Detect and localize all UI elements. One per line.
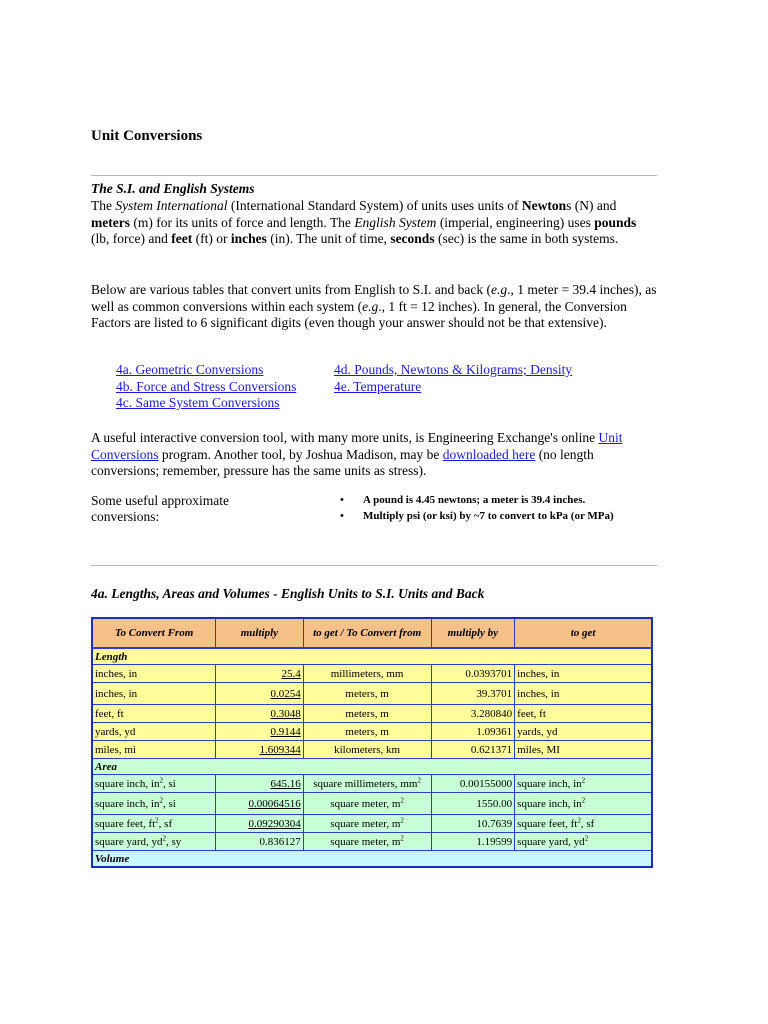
italic-text: System International <box>115 198 228 213</box>
mid-unit-cell <box>303 683 431 705</box>
group-label: Area <box>92 759 652 775</box>
superscript: 2 <box>159 795 163 804</box>
table-row <box>92 815 652 833</box>
column-header: multiply <box>216 618 304 648</box>
mid-unit-cell <box>303 815 431 833</box>
paragraph-tools <box>91 430 657 480</box>
section-link[interactable]: 4e. Temperature <box>334 378 422 394</box>
bold-text: Newton <box>521 198 567 213</box>
cell-text: square inch, in <box>95 797 160 810</box>
table-row <box>92 683 652 705</box>
cell-text: millimeters, mm <box>330 667 404 680</box>
multiply-value: 25.4 <box>281 667 301 680</box>
to-unit-cell <box>515 705 652 723</box>
multiply-by-cell: 1.19599 <box>431 833 515 851</box>
cell-text: square feet, ft <box>95 817 156 830</box>
table-row <box>92 665 652 683</box>
cell-text: inches, in <box>95 687 138 700</box>
italic-text: e.g <box>362 298 379 314</box>
multiply-cell <box>216 665 304 683</box>
multiply-cell <box>216 793 304 815</box>
mid-unit-cell <box>303 833 431 851</box>
mid-unit-cell <box>303 705 431 723</box>
links-column-1 <box>116 362 296 412</box>
cell-text: square meter, m <box>330 835 401 848</box>
cell-text: meters, m <box>345 707 389 720</box>
cell-text: kilometers, km <box>334 743 401 756</box>
multiply-by-cell: 0.0393701 <box>431 665 515 683</box>
from-unit-cell <box>92 833 216 851</box>
cell-text: miles, mi <box>95 743 136 756</box>
cell-text: square inch, in <box>517 797 582 810</box>
multiply-value: 1.609344 <box>259 743 301 756</box>
multiply-cell <box>216 775 304 793</box>
multiply-by-cell: 39.3701 <box>431 683 515 705</box>
multiply-cell <box>216 815 304 833</box>
superscript: 2 <box>581 795 586 804</box>
cell-text: feet, ft <box>517 707 546 720</box>
to-unit-cell <box>515 775 652 793</box>
text: program. Another tool, by Joshua Madison, may be <box>158 446 443 462</box>
bullet-text: A pound is 4.45 newtons; a meter is 39.4 inches. <box>363 494 586 506</box>
approx-bullet-list <box>340 494 640 526</box>
bold-text: inches <box>230 231 267 246</box>
multiply-cell <box>216 833 304 851</box>
section-link[interactable]: 4d. Pounds, Newtons & Kilograms; Density <box>334 362 573 377</box>
superscript: 2 <box>400 795 404 804</box>
table-header-row <box>92 618 652 648</box>
text: The <box>91 198 116 213</box>
mid-unit-cell <box>303 723 431 741</box>
from-unit-cell <box>92 705 216 723</box>
mid-unit-cell <box>303 775 431 793</box>
from-unit-cell <box>92 683 216 705</box>
cell-text: square inch, in <box>95 777 160 790</box>
paragraph-si-intro <box>91 198 657 248</box>
superscript: 2 <box>584 833 589 842</box>
cell-text: square millimeters, mm <box>313 777 418 790</box>
bold-text: pounds <box>594 214 637 230</box>
multiply-cell <box>216 741 304 759</box>
cell-text: , sf <box>580 817 595 830</box>
bullet-text: Multiply psi (or ksi) by ~7 to convert to kPa (or MPa) <box>363 510 614 522</box>
multiply-value: 0.3048 <box>270 707 301 720</box>
table-row <box>92 793 652 815</box>
multiply-by-cell: 3.280840 <box>431 705 515 723</box>
from-unit-cell <box>92 815 216 833</box>
superscript: 2 <box>417 775 421 784</box>
column-header: to get <box>515 618 652 648</box>
links-column-2 <box>334 362 572 395</box>
section-link[interactable]: 4b. Force and Stress Conversions <box>116 378 297 394</box>
to-unit-cell <box>515 683 652 705</box>
column-header: multiply by <box>431 618 515 648</box>
cell-text: , si <box>162 777 176 790</box>
table-row <box>92 705 652 723</box>
superscript: 2 <box>577 815 581 824</box>
text: (lb, force) and <box>91 231 172 246</box>
bullet-dot: • <box>340 510 344 522</box>
multiply-cell <box>216 723 304 741</box>
text: (sec) is the same in both systems. <box>434 231 619 246</box>
cell-text: square feet, ft <box>517 817 578 830</box>
multiply-value: 0.00064516 <box>248 797 301 810</box>
section-link[interactable]: 4a. Geometric Conversions <box>116 362 264 377</box>
superscript: 2 <box>159 775 163 784</box>
cell-text: , sy <box>166 835 182 848</box>
cell-text: meters, m <box>345 687 389 700</box>
superscript: 2 <box>581 775 586 784</box>
to-unit-cell <box>515 723 652 741</box>
text: ., 1 ft = 12 inches). In general, the Conversion Factors are listed to 6 significant digits (even though your answer should not be that extensive). <box>91 298 627 330</box>
cell-text: square meter, m <box>330 797 401 810</box>
multiply-by-cell: 1550.00 <box>431 793 515 815</box>
multiply-cell <box>216 705 304 723</box>
table-row <box>92 741 652 759</box>
conversion-table <box>91 617 653 868</box>
cell-text: inches, in <box>95 667 138 680</box>
section-link[interactable]: 4c. Same System Conversions <box>116 395 280 410</box>
cell-text: square inch, in <box>517 777 582 790</box>
superscript: 2 <box>400 833 404 842</box>
italic-text: e.g <box>491 282 508 297</box>
inline-link[interactable]: downloaded here <box>442 446 536 462</box>
multiply-by-cell: 0.00155000 <box>431 775 515 793</box>
to-unit-cell <box>515 741 652 759</box>
cell-text: inches, in <box>517 687 560 700</box>
text: ., 1 meter = 39.4 inches), as well as common conversions within each system ( <box>91 282 657 314</box>
section-heading-si: The S.I. and English Systems <box>91 181 255 196</box>
text: (no length conversions; remember, pressure has the same units as stress). <box>91 446 594 478</box>
table-row <box>92 775 652 793</box>
italic-text: English System <box>354 214 437 230</box>
text: (m) for its units of force and length. The <box>129 214 355 230</box>
inline-link[interactable]: Unit Conversions <box>91 430 623 462</box>
text: A useful interactive conversion tool, with many more units, is Engineering Exchange's online <box>91 430 599 445</box>
from-unit-cell <box>92 793 216 815</box>
text: s (N) and <box>566 198 617 213</box>
multiply-by-cell: 1.09361 <box>431 723 515 741</box>
multiply-by-cell: 0.621371 <box>431 741 515 759</box>
to-unit-cell <box>515 815 652 833</box>
cell-text: miles, MI <box>517 743 560 756</box>
text: Below are various tables that convert units from English to S.I. and back ( <box>91 282 492 297</box>
column-header: To Convert From <box>92 618 216 648</box>
multiply-by-cell: 10.7639 <box>431 815 515 833</box>
bold-text: meters <box>91 214 130 230</box>
approx-label: Some useful approximate conversions: <box>91 493 229 524</box>
multiply-value: 0.09290304 <box>248 817 301 830</box>
from-unit-cell <box>92 665 216 683</box>
table-row <box>92 723 652 741</box>
cell-text: meters, m <box>345 725 389 738</box>
divider <box>91 175 657 176</box>
mid-unit-cell <box>303 741 431 759</box>
cell-text: square yard, yd <box>95 835 163 848</box>
group-row-volume <box>92 851 652 868</box>
text: (ft) or <box>192 231 231 246</box>
section-heading-4a: 4a. Lengths, Areas and Volumes - English Units to S.I. Units and Back <box>91 586 485 601</box>
group-label: Length <box>92 648 652 665</box>
paragraph-tables-intro <box>91 282 657 332</box>
multiply-cell <box>216 683 304 705</box>
to-unit-cell <box>515 665 652 683</box>
from-unit-cell <box>92 723 216 741</box>
superscript: 2 <box>155 815 159 824</box>
bullet-item <box>340 510 640 523</box>
cell-text: , si <box>162 797 176 810</box>
from-unit-cell <box>92 741 216 759</box>
divider <box>91 565 657 566</box>
multiply-value: 0.0254 <box>270 687 301 700</box>
to-unit-cell <box>515 833 652 851</box>
from-unit-cell <box>92 775 216 793</box>
multiply-value: 0.9144 <box>270 725 301 738</box>
cell-text: inches, in <box>517 667 560 680</box>
bullet-item <box>340 494 640 507</box>
page-title: Unit Conversions <box>91 128 203 144</box>
mid-unit-cell <box>303 793 431 815</box>
group-label: Volume <box>92 851 652 868</box>
table-row <box>92 833 652 851</box>
cell-text: , sf <box>158 817 173 830</box>
cell-text: feet, ft <box>95 707 124 720</box>
mid-unit-cell <box>303 665 431 683</box>
cell-text: yards, yd <box>95 725 136 738</box>
text: (International Standard System) of units uses units of <box>227 198 522 213</box>
group-row-area <box>92 759 652 775</box>
bold-text: seconds <box>390 231 435 246</box>
cell-text: square meter, m <box>330 817 401 830</box>
multiply-value: 645.16 <box>270 777 301 790</box>
column-header: to get / To Convert from <box>303 618 431 648</box>
cell-text: yards, yd <box>517 725 558 738</box>
superscript: 2 <box>400 815 404 824</box>
bold-text: feet <box>171 231 193 246</box>
group-row-length <box>92 648 652 665</box>
to-unit-cell <box>515 793 652 815</box>
text: (imperial, engineering) uses <box>436 214 595 230</box>
superscript: 2 <box>162 833 167 842</box>
bullet-dot: • <box>340 494 344 506</box>
text: (in). The unit of time, <box>266 231 391 246</box>
cell-text: square yard, yd <box>517 835 585 848</box>
multiply-value: 0.836127 <box>259 835 301 848</box>
